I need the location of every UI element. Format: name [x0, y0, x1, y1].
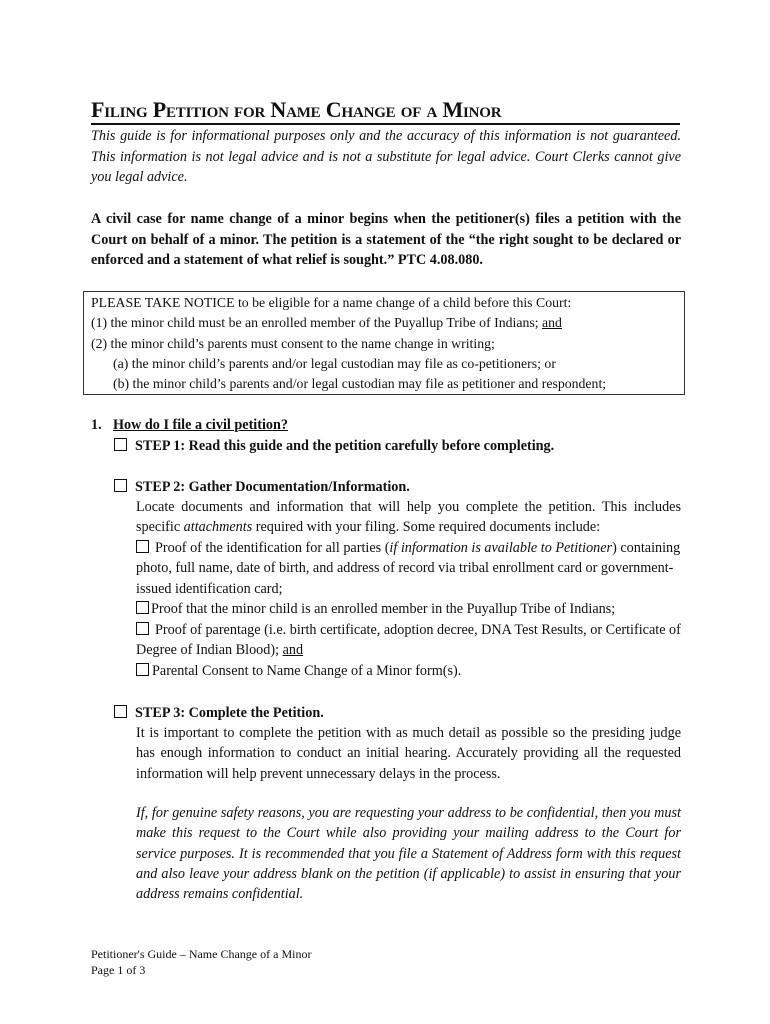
notice-item-2-text: the minor child’s parents must consent to the name change in writing;	[110, 335, 495, 351]
notice-item-1	[91, 313, 677, 333]
notice-item-2b-label: (b)	[113, 376, 130, 392]
doc-parentage-text: Proof of parentage (i.e. birth certificate, adoption decree, DNA Test Results, or Certificate of Degree of Indian Blood);	[136, 622, 681, 659]
notice-item-2	[91, 334, 677, 354]
doc-parentage-and: and	[282, 642, 304, 659]
step-2-description	[136, 497, 681, 538]
notice-item-2a-text: the minor child’s parents and/or legal custodian may file as co-petitioners; or	[131, 355, 556, 371]
notice-item-2a-label: (a)	[113, 355, 129, 371]
footer-guide-title: Petitioner's Guide – Name Change of a Minor	[91, 947, 312, 961]
document-item-consent	[136, 661, 681, 681]
document-item-parentage	[136, 620, 681, 661]
notice-item-1-text: the minor child must be an enrolled member of the Puyallup Tribe of Indians;	[110, 315, 539, 331]
step-2-desc-part1: Locate documents and information that will help you complete the petition. This includes specific	[136, 499, 681, 536]
step-3-title: STEP 3: Complete the Petition.	[135, 705, 324, 721]
question-1-number: 1.	[91, 417, 102, 433]
notice-heading: PLEASE TAKE NOTICE to be eligible for a name change of a child before this Court:	[91, 295, 572, 310]
page-footer	[91, 946, 311, 978]
step-2-title: STEP 2: Gather Documentation/Information.	[135, 479, 410, 495]
disclaimer-text: This guide is for informational purposes only and the accuracy of this information is not guaranteed. This information is not legal advice and is not a substitute for legal advice. Court Clerks cannot give you legal advice.	[91, 128, 681, 185]
doc-parentage-checkbox[interactable]	[136, 622, 149, 635]
doc-identification-emphasis: if information is available to Petitioner	[389, 540, 613, 556]
intro-paragraph: A civil case for name change of a minor begins when the petitioner(s) files a petition with the Court on behalf of a minor. The petition is a statement of the “the right sought to be declared or enforced and a statement of what relief is sought.” PTC 4.08.080.	[91, 211, 681, 268]
step-2-row	[114, 477, 410, 497]
confidential-address-note: If, for genuine safety reasons, you are requesting your address to be confidential, then you must make this request to the Court while also providing your mailing address to the Court for service purposes. It is recommended that you file a Statement of Address form with this request and also leave your address blank on the petition (if applicable) to assist in ensuring that your address remains confidential.	[136, 805, 681, 903]
step-2-desc-part2: required with your filing. Some required documents include:	[252, 519, 601, 536]
step-3-description: It is important to complete the petition with as much detail as possible so the presiding judge has enough information to conduct an initial hearing. Accurately providing all the requested information will help prevent unnecessary delays in the process.	[136, 725, 681, 782]
document-item-enrollment	[136, 599, 681, 619]
notice-item-1-label: (1)	[91, 315, 108, 331]
document-item-identification	[136, 538, 681, 599]
notice-item-2b	[91, 374, 677, 394]
step-3-checkbox[interactable]	[114, 705, 127, 718]
question-1-text: How do I file a civil petition?	[113, 417, 288, 433]
eligibility-notice-box	[83, 291, 685, 395]
question-1-heading	[91, 415, 288, 435]
doc-consent-text: Parental Consent to Name Change of a Minor form(s).	[152, 663, 462, 679]
step-3-row	[114, 703, 324, 723]
doc-identification-checkbox[interactable]	[136, 540, 149, 553]
doc-consent-checkbox[interactable]	[136, 663, 149, 676]
notice-item-2b-text: the minor child’s parents and/or legal custodian may file as petitioner and respondent;	[132, 376, 607, 392]
notice-item-2a	[91, 354, 677, 374]
step-1-text: STEP 1: Read this guide and the petition carefully before completing.	[135, 438, 555, 454]
doc-identification-start: Proof of the identification for all parties (	[155, 540, 390, 556]
step-1-row	[114, 436, 554, 456]
step-1-checkbox[interactable]	[114, 438, 127, 451]
doc-enrollment-text: Proof that the minor child is an enrolled member in the Puyallup Tribe of Indians;	[151, 601, 616, 617]
footer-page-number: Page 1 of 3	[91, 963, 146, 977]
page-title: Filing Petition for Name Change of a Minor	[91, 97, 680, 125]
doc-enrollment-checkbox[interactable]	[136, 601, 149, 614]
doc-identification-end: ) containing photo, full name, date of birth, and address of record via tribal enrollment card or government-issued identification card;	[136, 540, 681, 597]
notice-item-2-label: (2)	[91, 335, 108, 351]
notice-item-1-and: and	[542, 315, 562, 331]
step-2-checkbox[interactable]	[114, 479, 127, 492]
step-2-desc-emphasis: attachments	[183, 519, 253, 536]
